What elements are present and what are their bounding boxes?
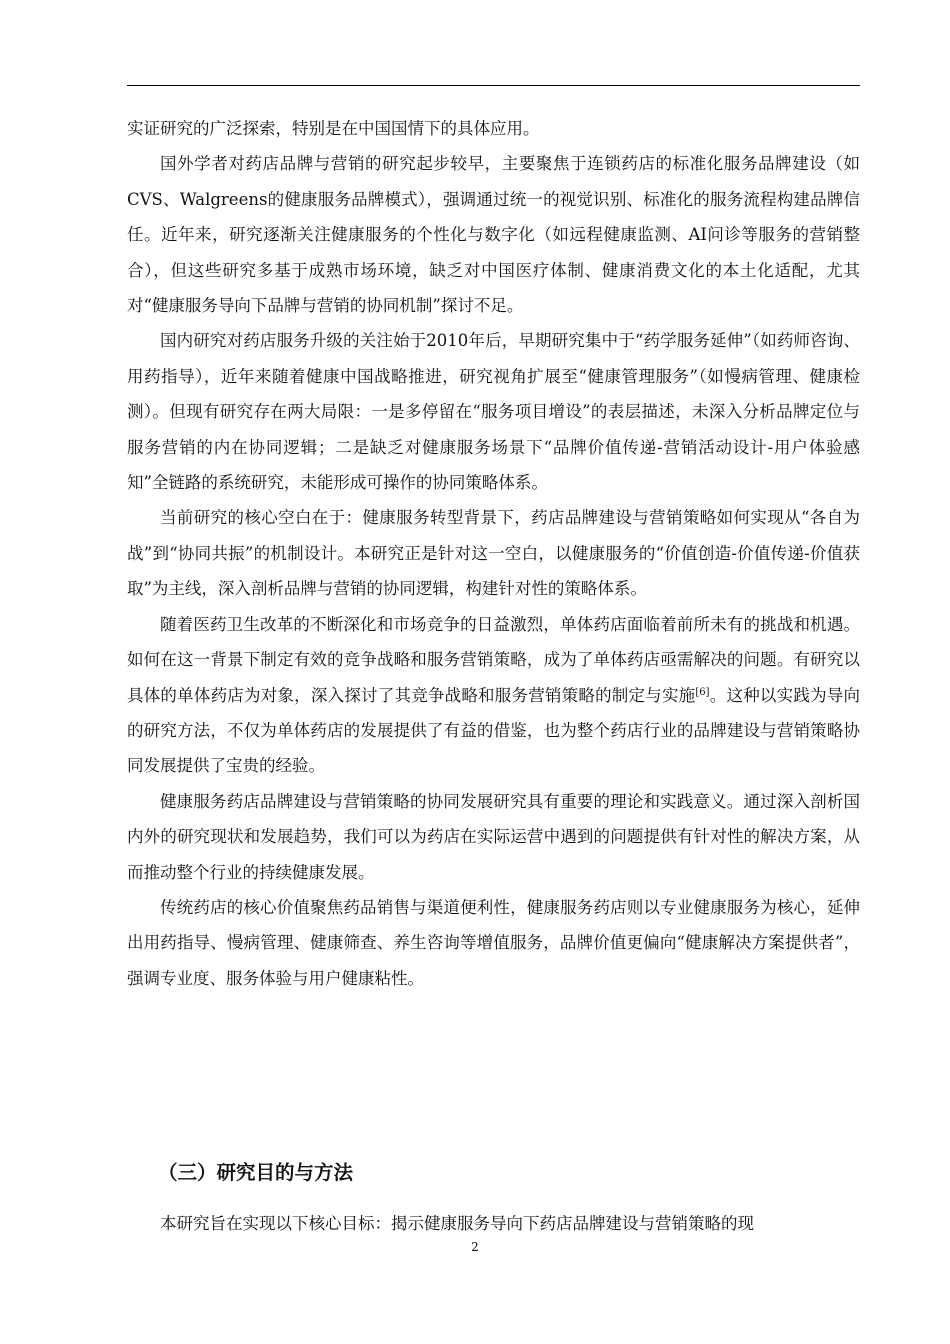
paragraph-research-objectives: 本研究旨在实现以下核心目标：揭示健康服务导向下药店品牌建设与营销策略的现 xyxy=(160,1214,754,1233)
header-rule xyxy=(127,85,860,86)
paragraph-domestic-research: 国内研究对药店服务升级的关注始于2010年后，早期研究集中于“药学服务延伸”（如药师咨询、用药指导），近年来随着健康中国战略推进，研究视角扩展至“健康管理服务”（如慢病管理、健康检测）。但现有研究存在两大局限：一是多停留在“服务项目增设”的表层描述，未深入分析品牌定位与服务营销的内在协同逻辑；二是缺乏对健康服务场景下“品牌价值传递-营销活动设计-用户体验感知”全链路的系统研究，未能形成可操作的协同策略体系。 xyxy=(127,331,860,493)
paragraph-single-pharmacy-part1: 随着医药卫生改革的不断深化和市场竞争的日益激烈，单体药店面临着前所未有的挑战和机遇。如何在这一背景下制定有效的竞争战略和服务营销策略，成为了单体药店亟需解决的问题。有研究以具体的单体药店为对象，深入探讨了其竞争战略和服务营销策略的制定与实施 xyxy=(127,614,860,705)
paragraph-single-pharmacy xyxy=(127,607,860,784)
paragraph-research-gap: 当前研究的核心空白在于：健康服务转型背景下，药店品牌建设与营销策略如何实现从“各自为战”到“协同共振”的机制设计。本研究正是针对这一空白，以健康服务的“价值创造-价值传递-价值获取”为主线，深入剖析品牌与营销的协同逻辑，构建针对性的策略体系。 xyxy=(127,508,860,599)
paragraph-foreign-research: 国外学者对药店品牌与营销的研究起步较早，主要聚焦于连锁药店的标准化服务品牌建设（如CVS、Walgreens的健康服务品牌模式），强调通过统一的视觉识别、标准化的服务流程构建品牌信任。近年来，研究逐渐关注健康服务的个性化与数字化（如远程健康监测、AI问诊等服务的营销整合），但这些研究多基于成熟市场环境，缺乏对中国医疗体制、健康消费文化的本土化适配，尤其对“健康服务导向下品牌与营销的协同机制”探讨不足。 xyxy=(127,154,860,316)
page-number: 2 xyxy=(471,1240,479,1254)
paragraph-continuation: 实证研究的广泛探索，特别是在中国国情下的具体应用。 xyxy=(127,119,540,138)
paragraph-core-value: 传统药店的核心价值聚焦药品销售与渠道便利性，健康服务药店则以专业健康服务为核心，延伸出用药指导、慢病管理、健康筛查、养生咨询等增值服务，品牌价值更偏向“健康解决方案提供者”，强调专业度、服务体验与用户健康粘性。 xyxy=(127,897,860,988)
section-heading: （三）研究目的与方法 xyxy=(158,1161,354,1184)
paragraph-single-pharmacy-part2: 。这种以实践为导向的研究方法，不仅为单体药店的发展提供了有益的借鉴，也为整个药店行业的品牌建设与营销策略协同发展提供了宝贵的经验。 xyxy=(127,685,861,776)
body-text xyxy=(127,111,860,996)
citation-marker: [6] xyxy=(695,686,710,698)
paragraph-significance: 健康服务药店品牌建设与营销策略的协同发展研究具有重要的理论和实践意义。通过深入剖析国内外的研究现状和发展趋势，我们可以为药店在实际运营中遇到的问题提供有针对性的解决方案，从而推动整个行业的持续健康发展。 xyxy=(127,791,860,882)
